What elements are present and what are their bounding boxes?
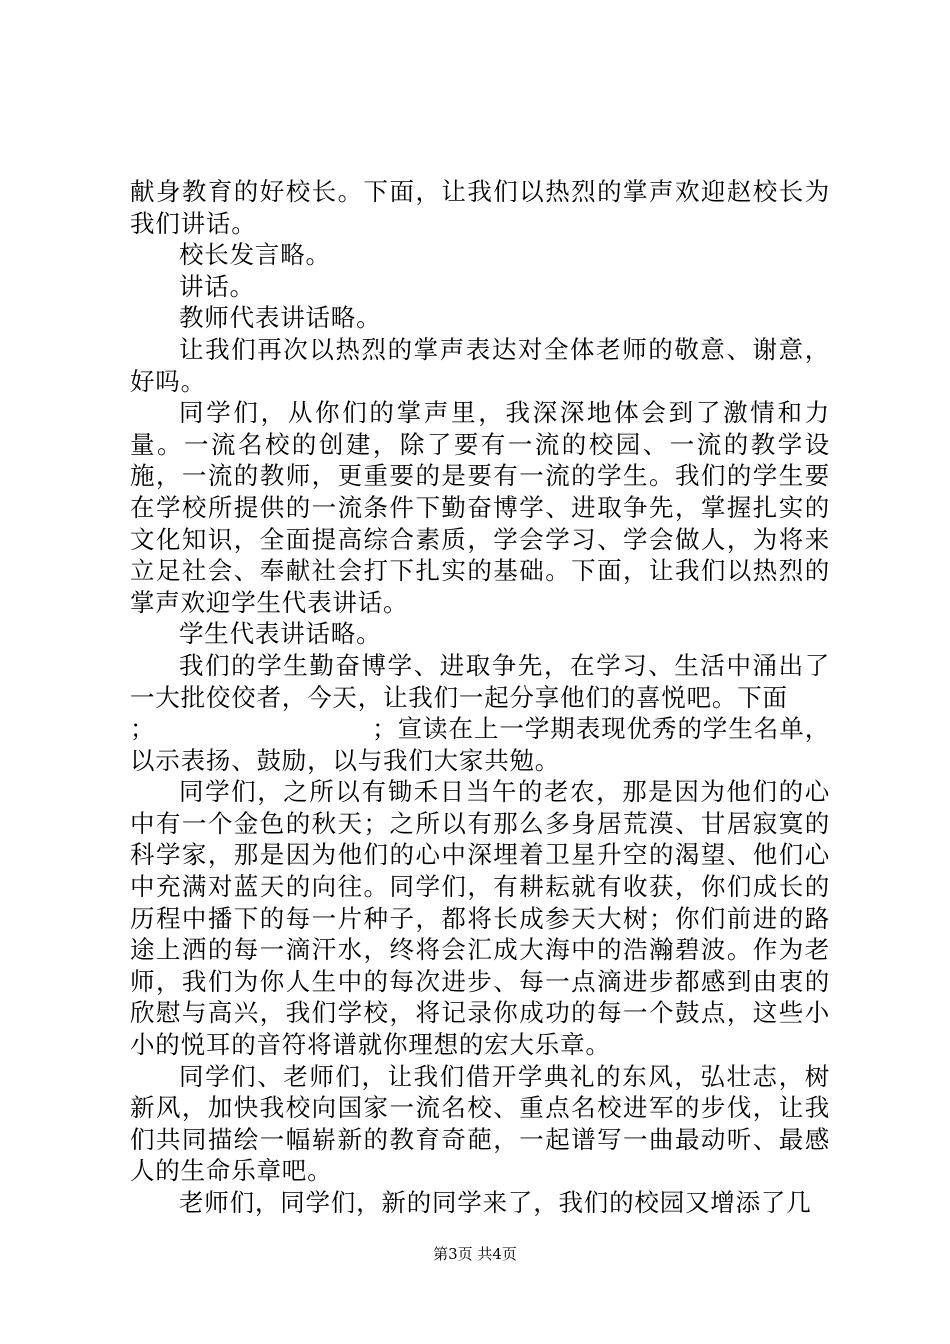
paragraph: 同学们，从你们的掌声里，我深深地体会到了激情和力量。一流名校的创建，除了要有一流的校园、一流的教学设施，一流的教师，更重要的是要有一流的学生。我们的学生要在学校所提供的一流条件下勤奋博学、进取争先，掌握扎实的文化知识，全面提高综合素质，学会学习、学会做人，为将来立足社会、奉献社会打下扎实的基础。下面，让我们以热烈的掌声欢迎学生代表讲话。 [130,398,830,617]
paragraph: 我们的学生勤奋博学、进取争先，在学习、生活中涌出了一大批佼佼者，今天，让我们一起分享他们的喜悦吧。下面 [130,650,830,712]
paragraph: 校长发言略。 [179,240,331,270]
page-number-label: 第3页 共4页 [433,1245,517,1263]
document-body [130,176,830,1219]
paragraph: 同学们，之所以有锄禾日当午的老农，那是因为他们的心中有一个金色的秋天；之所以有那么多身居荒漠、甘居寂寞的科学家，那是因为他们的心中深埋着卫星升空的渴望、他们心中充满对蓝天的向往。同学们，有耕耘就有收获，你们成长的历程中播下的每一片种子，都将长成参天大树；你们前进的路途上洒的每一滴汗水，终将会汇成大海中的浩瀚碧波。作为老师，我们为你人生中的每次进步、每一点滴进步都感到由衷的欣慰与高兴，我们学校，将记录你成功的每一个鼓点，这些小小的悦耳的音符将谱就你理想的宏大乐章。 [130,777,830,1060]
paragraph: 让我们再次以热烈的掌声表达对全体老师的敬意、谢意，好吗。 [130,334,830,396]
paragraph: 教师代表讲话略。 [179,303,382,333]
paragraph-continued: 献身教育的好校长。下面，让我们以热烈的掌声欢迎赵校长为我们讲话。 [130,177,830,238]
paragraph-continued: ； ；宣读在上一学期表现优秀的学生名单，以示表扬、鼓励，以与我们大家共勉。 [130,714,830,775]
paragraph: 讲话。 [179,271,255,301]
paragraph: 学生代表讲话略。 [179,619,382,649]
paragraph: 老师们，同学们，新的同学来了，我们的校园又增添了几 [179,1188,812,1217]
page-footer [0,1244,950,1264]
paragraph: 同学们、老师们，让我们借开学典礼的东风，弘壮志，树新风，加快我校向国家一流名校、重点名校进军的步伐，让我们共同描绘一幅崭新的教育奇葩，一起谱写一曲最动听、最感人的生命乐章吧。 [130,1061,830,1186]
